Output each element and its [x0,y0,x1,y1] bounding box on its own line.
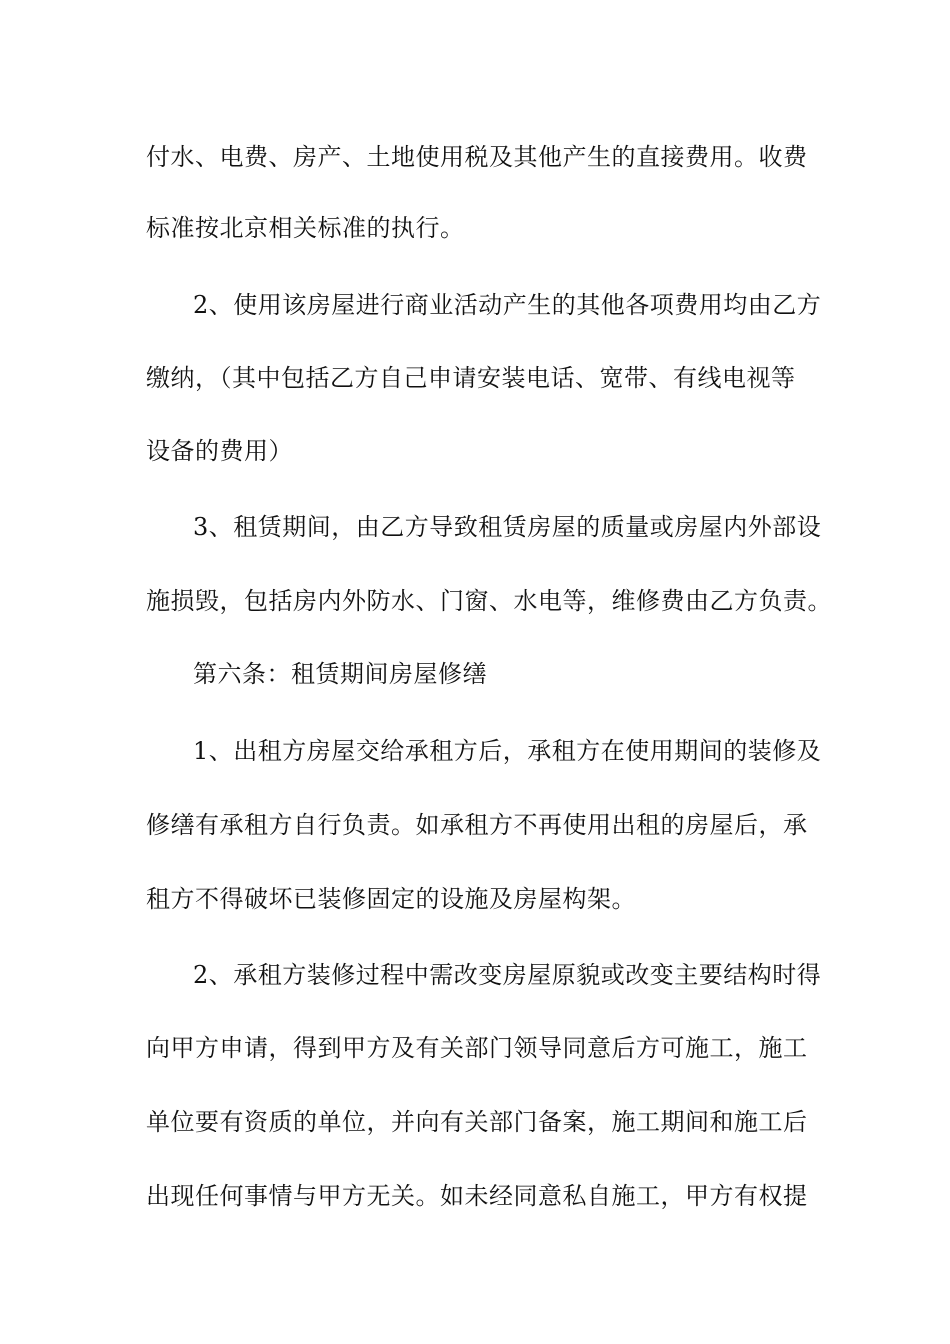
text-line: 缴纳，（其中包括乙方自己申请安装电话、宽带、有线电视等 [146,364,796,392]
text-line: 单位要有资质的单位，并向有关部门备案，施工期间和施工后 [146,1108,808,1136]
text-line: 2、使用该房屋进行商业活动产生的其他各项费用均由乙方 [193,291,822,319]
text-line: 设备的费用） [146,437,293,465]
text-line: 3、租赁期间，由乙方导致租赁房屋的质量或房屋内外部设 [193,513,822,541]
text-line: 修缮有承租方自行负责。如承租方不再使用出租的房屋后，承 [146,811,808,839]
text-line: 向甲方申请，得到甲方及有关部门领导同意后方可施工，施工 [146,1034,808,1062]
text-line: 2、承租方装修过程中需改变房屋原貌或改变主要结构时得 [193,961,822,989]
text-line: 1、出租方房屋交给承租方后，承租方在使用期间的装修及 [193,737,822,765]
section-heading: 第六条：租赁期间房屋修缮 [193,660,487,688]
text-line: 出现任何事情与甲方无关。如未经同意私自施工，甲方有权提 [146,1182,808,1210]
text-line: 施损毁，包括房内外防水、门窗、水电等，维修费由乙方负责。 [146,587,832,615]
text-line: 租方不得破坏已装修固定的设施及房屋构架。 [146,885,636,913]
text-line: 标准按北京相关标准的执行。 [146,214,465,242]
text-line: 付水、电费、房产、土地使用税及其他产生的直接费用。收费 [146,143,808,171]
